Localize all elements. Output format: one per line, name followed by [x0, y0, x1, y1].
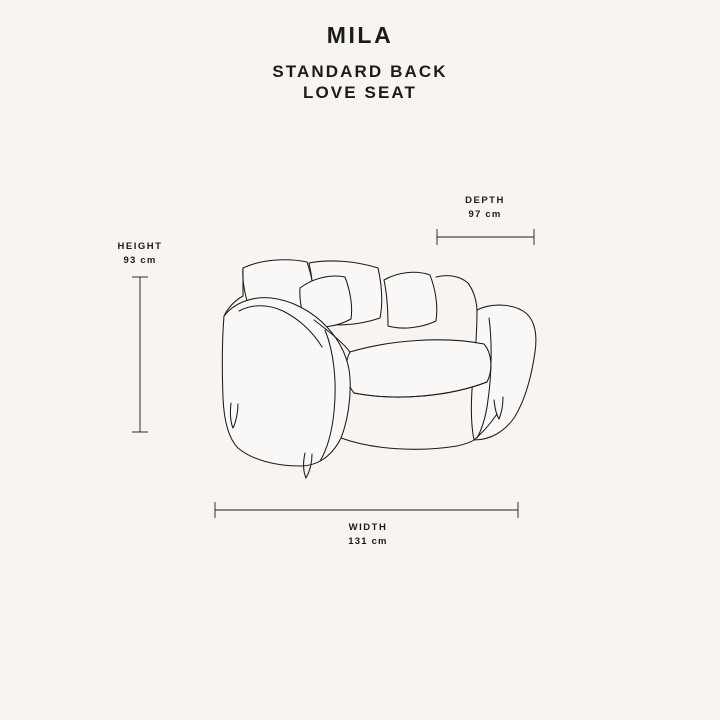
height-label-value: 93 cm: [123, 254, 157, 266]
depth-label-value: 97 cm: [468, 208, 502, 220]
sofa-body: [222, 260, 536, 478]
height-dimension-line: [132, 277, 148, 432]
scatter-pillow-right: [384, 272, 437, 328]
width-label-value: 131 cm: [348, 535, 388, 547]
sofa-base-front: [341, 438, 474, 449]
page-title: MILA: [326, 22, 394, 48]
sofa-back-top-rail: [436, 276, 477, 312]
width-label-text: WIDTH: [348, 522, 388, 533]
height-label-text: HEIGHT: [117, 241, 163, 252]
depth-label-text: DEPTH: [465, 195, 505, 206]
product-subtitle-line-1: STANDARD BACK: [272, 61, 448, 81]
depth-dimension-line: [437, 229, 534, 245]
width-dimension-line: [215, 502, 518, 518]
seat-cushion: [346, 340, 491, 397]
product-subtitle-line-2: LOVE SEAT: [303, 83, 417, 103]
